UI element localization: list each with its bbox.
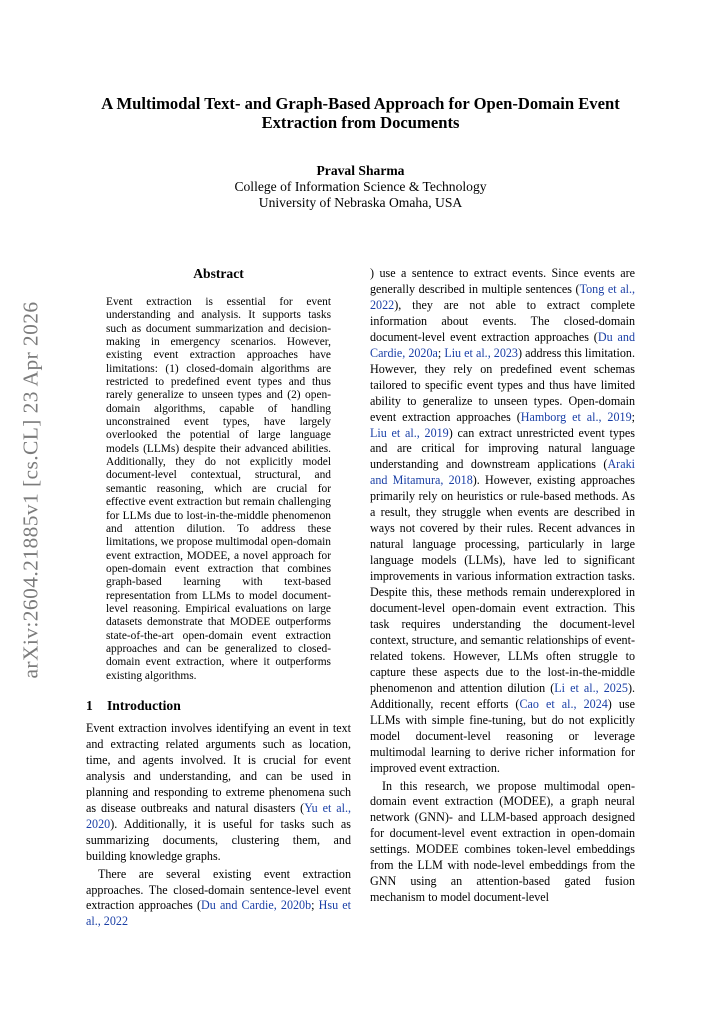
author-affiliation-1: College of Information Science & Technology — [234, 179, 487, 194]
text-run: ) address this limitation. However, they rely on predefined event schemas tailored to specific event types and thus have limited ability to generalize to unseen types. Open-domain event extraction approaches ( — [370, 345, 635, 424]
text-run: Event extraction involves identifying an event in text and extracting related arguments such as location, time, and agents involved. It is crucial for event analysis and understanding, and can be used in planning and responding to extreme phenomena such as disease outbreaks and natural disasters ( — [86, 720, 351, 815]
citation-link[interactable]: Yu et al., 2020 — [86, 800, 351, 831]
text-run: ). However, existing approaches primarily rely on heuristics or rule-based methods. As a result, they struggle when events are described in ways not covered by their rules. Recent advances in natural language processing, particularly in large language models (LLMs), have led to significant improvements in various information extraction tasks. Despite this, these methods remain underexplored in document-level open-domain event extraction. This task requires understanding the document-level context, structure, and semantic relationships of event-related tokens. However, LLMs often struggle to capture these aspects due to the lost-in-the-middle phenomenon and attention dilution ( — [370, 473, 635, 695]
citation-link[interactable]: Du and Cardie, 2020a — [370, 329, 635, 360]
left-column — [86, 266, 351, 930]
citation-link[interactable]: Cao et al., 2024 — [519, 696, 608, 711]
text-run: ; — [311, 898, 319, 913]
citation-link[interactable]: Tong et al., 2022 — [370, 281, 636, 312]
abstract-text: Event extraction is essential for event understanding and analysis. It supports tasks such as document summarization and decision-making in emergency scenarios. However, existing event extraction approaches have limitations: (1) closed-domain algorithms are restricted to predefined event types and thus rarely generalize to unseen types and (2) open-domain algorithms, capable of handling unconstrained event types, have largely overlooked the potential of large language models (LLMs) despite their advanced abilities. Additionally, they do not explicitly model document-level contextual, structural, and semantic reasoning, which are crucial for effective event extraction but remain challenging for LLMs due to lost-in-the-middle phenomenon and attention dilution. To address these limitations, we propose multimodal open-domain event extraction, MODEE, a novel approach for open-domain event extraction that combines graph-based learning with text-based representation from LLMs to model document-level reasoning. Empirical evaluations on large datasets demonstrate that MODEE outperforms state-of-the-art open-domain event extraction approaches and can be generalized to closed-domain event extraction, where it outperforms existing algorithms. — [106, 296, 331, 682]
text-run: ) use a sentence to extract events. Since events are generally described in multiple sentences ( — [370, 266, 635, 296]
citation-link[interactable]: Du and Cardie, 2020b — [201, 898, 312, 913]
intro-paragraph-2-continued — [370, 266, 635, 777]
text-run: ) can extract unrestricted event types and are critical for improving natural language understanding and downstream applications ( — [370, 425, 635, 472]
text-run: ) use LLMs with simple fine-tuning, but do not explicitly model document-level reasoning or leverage multimodal learning to derive richer information for improved event extraction. — [370, 696, 635, 775]
author-affiliation-2: University of Nebraska Omaha, USA — [258, 195, 463, 210]
citation-link[interactable]: Liu et al., 2023 — [444, 345, 518, 360]
text-run: ). Additionally, recent efforts ( — [370, 680, 636, 711]
intro-paragraph-3: In this research, we propose multimodal open-domain event extraction (MODEE), a graph neural network (GNN)- and LLM-based approach designed for document-level event extraction in open-domain settings. MODEE combines token-level embeddings from the LLM with node-level embeddings from the GNN using an attention-based gated fusion mechanism to model document-level — [370, 778, 635, 905]
text-run: ), they are not able to extract complete information about events. The closed-domain document-level event extraction approaches ( — [370, 297, 635, 344]
citation-link[interactable]: Araki and Mitamura, 2018 — [370, 457, 635, 488]
abstract-heading: Abstract — [193, 266, 244, 281]
text-run: There are several existing event extraction approaches. The closed-domain sentence-level event extraction approaches ( — [86, 866, 351, 913]
citation-link[interactable]: Li et al., 2025 — [554, 680, 628, 695]
right-column — [370, 266, 635, 906]
section-title: Introduction — [107, 697, 181, 713]
arxiv-identifier-stamp — [14, 300, 48, 680]
intro-paragraph-2 — [86, 867, 351, 931]
section-number: 1 — [86, 697, 93, 713]
section-heading-introduction — [86, 698, 351, 714]
intro-paragraph-1 — [86, 721, 351, 865]
citation-link[interactable]: Hamborg et al., 2019 — [520, 409, 632, 424]
author-name: Praval Sharma — [316, 163, 405, 178]
citation-link-split[interactable]: Hsu et al., 2022 — [86, 898, 351, 929]
paper-title — [70, 94, 651, 132]
title-line-1: A Multimodal Text- and Graph-Based Approach for Open-Domain Event — [101, 94, 620, 113]
text-run: ; — [437, 345, 445, 360]
author-block — [70, 163, 651, 211]
text-run: ). Additionally, it is useful for tasks such as summarizing documents, clustering them, and building knowledge graphs. — [86, 816, 351, 863]
title-line-2: Extraction from Documents — [261, 113, 460, 132]
citation-link[interactable]: Liu et al., 2019 — [370, 425, 449, 440]
arxiv-stamp-text: arXiv:2604.21885v1 [cs.CL] 23 Apr 2026 — [18, 301, 43, 679]
text-run: ; — [631, 409, 635, 424]
